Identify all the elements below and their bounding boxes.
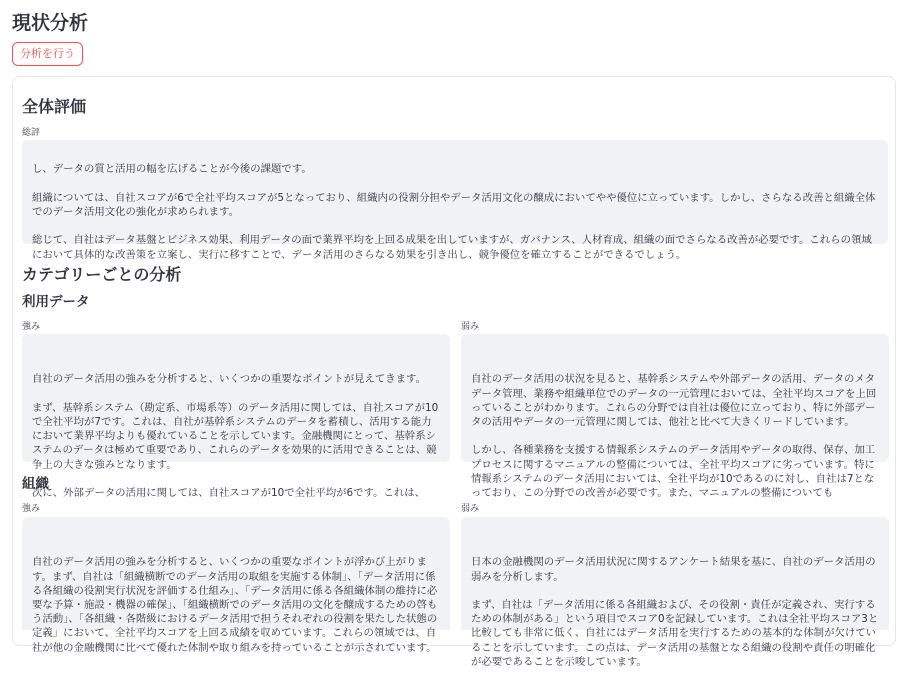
- usage-data-weakness-textarea[interactable]: [461, 334, 889, 500]
- category-analysis-heading: カテゴリーごとの分析: [22, 265, 182, 284]
- summary-label: 総評: [22, 128, 41, 138]
- page-title: 現状分析: [12, 12, 89, 34]
- organization-strength-textarea[interactable]: [22, 517, 450, 654]
- organization-strength-text: 自社のデータ活用の強みを分析すると、いくつかの重要なポイントが浮かび上がります。まず、自社は「組織横断でのデータ活用の取組を実施する体制」、「データ活用に係る各組織の役割実行状況を評価する仕組み」、「データ活用に係る各組織体制の維持に必要な予算・施設・機器の確保」、「組織横断でのデータ活用の文化を醸成するための啓もう活動」、「各組織・各階級におけるデータ活用で担うそれぞれの役割を果たした状態の定義」において、全社平均スコアを上回る成績を収めています。これらの領域では、自社が他の金融機関に比べて優れた体制や取り組みを持っていることが示されています。: [32, 556, 438, 654]
- overall-heading: 全体評価: [22, 97, 87, 116]
- usage-data-heading: 利用データ: [22, 294, 90, 310]
- summary-text: し、データの質と活用の幅を広げることが今後の課題です。 組織については、自社スコアが6で全社平均スコアが5となっており、組織内の役割分担やデータ活用文化の醸成においてやや優位に立っています。しかし、さらなる改善と組織全体でのデータ活用文化の強化が求められます。 総じて、自社はデータ基盤とビジネス効果、利用データの面で業界平均を上回る成果を出していますが、ガバナンス、人材育成、組織の面でさらなる改善が必要です。これらの領域において具体的な改善策を立案し、実行に移すことで、データ活用のさらなる効果を引き出し、競争優位を確立することができるでしょう。: [32, 163, 876, 261]
- organization-weakness-textarea[interactable]: [461, 517, 889, 668]
- analyze-button[interactable]: 分析を行う: [12, 42, 83, 66]
- usage-data-weakness-text: 自社のデータ活用の状況を見ると、基幹系システムや外部データの活用、データのメタデータ管理、業務や組織単位でのデータの一元管理においては、全社平均スコアを上回っていることがわかります。これらの分野では自社は優位に立っており、特に外部データの活用やデータの一元管理に関しては、他社と比べて大きくリードしています。 しかし、各種業務を支援する情報系システムのデータ活用やデータの取得、保存、加工プロセスに関するマニュアルの整備については、全社平均スコアに劣っています。特に情報系システムのデータ活用においては、全社平均が10であるのに対し、自社は7となっており、この分野での改善が必要です。また、マニュアルの整備についても: [471, 373, 877, 500]
- usage-data-strength-label: 強み: [22, 322, 41, 332]
- usage-data-strength-text: 自社のデータ活用の強みを分析すると、いくつかの重要なポイントが見えてきます。 まず、基幹系システム（勘定系、市場系等）のデータ活用に関しては、自社スコアが10で全社平均が7です。これは、自社が基幹系システムのデータを蓄積し、活用する能力において業界平均よりも優れていることを示しています。金融機関にとって、基幹系システムのデータは極めて重要であり、これらのデータを効果的に活用できることは、競争上の大きな強みとなります。 次に、外部データの活用に関しては、自社スコアが10で全社平均が6です。これは、: [32, 373, 439, 500]
- organization-weakness-text: 日本の金融機関のデータ活用状況に関するアンケート結果を基に、自社のデータ活用の弱みを分析します。 まず、自社は「データ活用に係る各組織および、その役割・責任が定義され、実行するための体制がある」という項目でスコア0を記録しています。これは全社平均スコア3と比較しても非常に低く、自社にはデータ活用を実行するための基本的な体制が欠けていることを示しています。この点は、データ活用の基盤となる組織の役割や責任の明確化が必要であることを示唆しています。: [471, 556, 879, 668]
- organization-strength-label: 強み: [22, 504, 41, 514]
- organization-heading: 組織: [22, 476, 49, 492]
- summary-textarea[interactable]: [22, 140, 888, 261]
- usage-data-weakness-label: 弱み: [461, 322, 480, 332]
- organization-weakness-label: 弱み: [461, 504, 480, 514]
